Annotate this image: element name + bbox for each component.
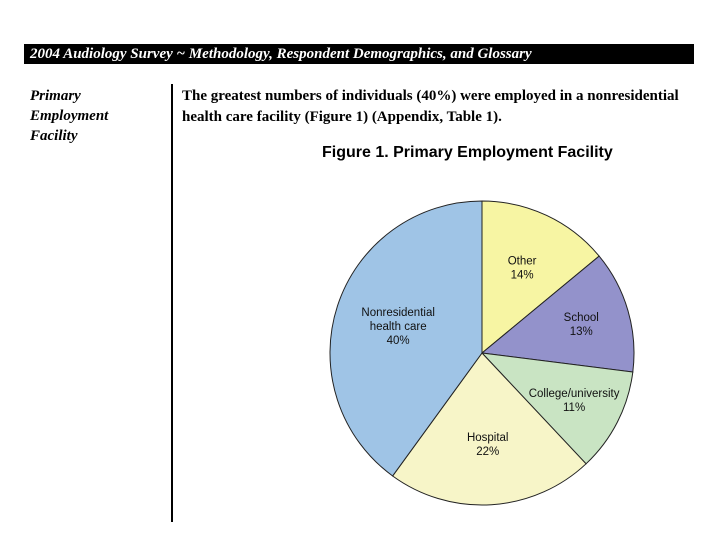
sidebar-label-line: Facility: [30, 128, 78, 144]
section-header: 2004 Audiology Survey ~ Methodology, Respondent Demographics, and Glossary: [24, 44, 694, 64]
pie-label-other: Other 14%: [507, 255, 537, 282]
pie-label-nonresidential-health-care: Nonresidential health care 40%: [361, 306, 435, 347]
column-divider: [171, 84, 173, 522]
figure-title: Figure 1. Primary Employment Facility: [322, 144, 613, 161]
pie-label-school: School 13%: [563, 312, 599, 339]
pie-label-hospital: Hospital 22%: [466, 432, 509, 459]
pie-label-college-university: College/university 11%: [528, 387, 620, 414]
sidebar-label-line: Employment: [30, 108, 109, 124]
pie-chart: [320, 190, 650, 515]
sidebar-label-line: Primary: [30, 88, 81, 104]
sidebar-section-label: [30, 86, 160, 146]
body-paragraph: The greatest numbers of individuals (40%) were employed in a nonresidential health care facility (Figure 1) (Appendix, Table 1).: [182, 88, 679, 125]
